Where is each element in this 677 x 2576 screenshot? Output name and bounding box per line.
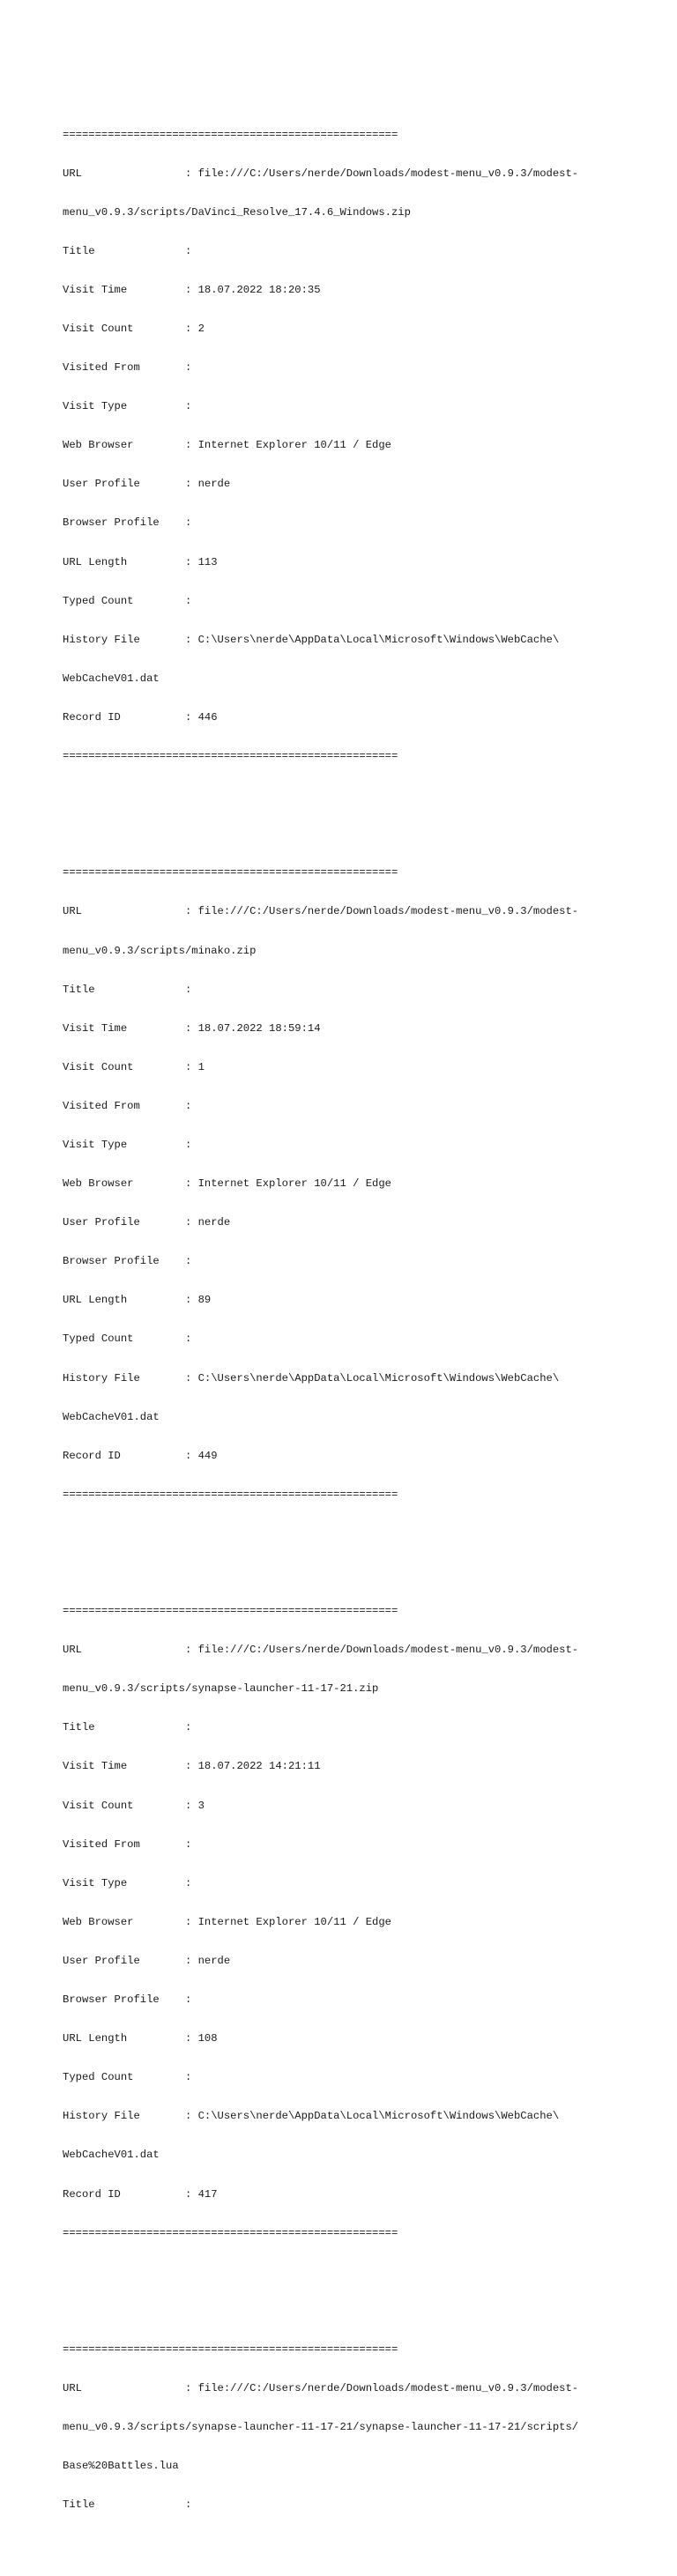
record-line-url-cont-2: Base%20Battles.lua [63, 2460, 179, 2473]
record-line-record-id: Record ID : 446 [63, 710, 218, 724]
record-line-title: Title : [63, 244, 192, 257]
record-line-web-browser: Web Browser : Internet Explorer 10/11 / Edge [63, 1915, 391, 1928]
record-line-title: Title : [63, 1721, 192, 1734]
record-line-title: Title : [63, 983, 192, 996]
history-record [63, 1579, 618, 2266]
record-line-record-id: Record ID : 417 [63, 2187, 218, 2201]
history-record [63, 841, 618, 1527]
record-line-visited-from: Visited From : [63, 361, 192, 375]
record-line-visit-time: Visit Time : 18.07.2022 18:59:14 [63, 1021, 321, 1035]
record-line-record-id: Record ID : 449 [63, 1449, 218, 1462]
record-line-visited-from: Visited From : [63, 1099, 192, 1112]
record-line-typed-count: Typed Count : [63, 2071, 192, 2084]
record-line-history-file-cont: WebCacheV01.dat [63, 1410, 160, 1423]
record-line-visit-time: Visit Time : 18.07.2022 14:21:11 [63, 1760, 321, 1773]
record-line-url-cont: menu_v0.9.3/scripts/DaVinci_Resolve_17.4.6_Windows.zip [63, 205, 411, 219]
record-line-user-profile: User Profile : nerde [63, 1954, 231, 1967]
history-record [63, 2318, 618, 2538]
record-line-url-length: URL Length : 108 [63, 2032, 218, 2045]
record-line-history-file-cont: WebCacheV01.dat [63, 2149, 160, 2162]
record-line-visit-count: Visit Count : 2 [63, 322, 205, 335]
record-line-visited-from: Visited From : [63, 1837, 192, 1851]
record-line-url-cont: menu_v0.9.3/scripts/minako.zip [63, 944, 257, 957]
record-line-visit-type: Visit Type : [63, 1876, 192, 1889]
record-line-visit-count: Visit Count : 1 [63, 1060, 205, 1073]
record-line-browser-profile: Browser Profile : [63, 516, 192, 530]
record-line-history-file-cont: WebCacheV01.dat [63, 672, 160, 685]
record-line-url-length: URL Length : 113 [63, 555, 218, 568]
record-line-url: URL : file:///C:/Users/nerde/Downloads/modest-menu_v0.9.3/modest- [63, 1644, 579, 1657]
history-record [63, 102, 618, 789]
record-separator-top: ==================================================== [63, 866, 398, 880]
record-line-user-profile: User Profile : nerde [63, 1216, 231, 1229]
record-line-title: Title : [63, 2498, 192, 2512]
record-line-url: URL : file:///C:/Users/nerde/Downloads/modest-menu_v0.9.3/modest- [63, 2382, 579, 2394]
record-line-visit-time: Visit Time : 18.07.2022 18:20:35 [63, 283, 321, 296]
record-separator-bottom: ==================================================== [63, 2226, 398, 2239]
record-separator-top: ==================================================== [63, 1605, 398, 1618]
record-line-user-profile: User Profile : nerde [63, 478, 231, 491]
record-line-url: URL : file:///C:/Users/nerde/Downloads/modest-menu_v0.9.3/modest- [63, 167, 579, 180]
record-line-history-file: History File : C:\Users\nerde\AppData\Local\Microsoft\Windows\WebCache\ [63, 633, 560, 646]
record-separator-top: ==================================================== [63, 2342, 398, 2356]
record-line-url: URL : file:///C:/Users/nerde/Downloads/modest-menu_v0.9.3/modest- [63, 905, 579, 918]
record-line-web-browser: Web Browser : Internet Explorer 10/11 / Edge [63, 439, 391, 452]
record-line-visit-count: Visit Count : 3 [63, 1799, 205, 1812]
record-line-typed-count: Typed Count : [63, 1333, 192, 1346]
record-line-visit-type: Visit Type : [63, 400, 192, 413]
history-report [63, 63, 618, 2576]
record-line-url-cont: menu_v0.9.3/scripts/synapse-launcher-11-17-21.zip [63, 1682, 379, 1696]
record-line-web-browser: Web Browser : Internet Explorer 10/11 / Edge [63, 1177, 391, 1191]
record-separator-bottom: ==================================================== [63, 750, 398, 763]
record-line-browser-profile: Browser Profile : [63, 1993, 192, 2007]
record-line-url-cont: menu_v0.9.3/scripts/synapse-launcher-11-17-21/synapse-launcher-11-17-21/scripts/ [63, 2421, 579, 2434]
record-line-url-length: URL Length : 89 [63, 1294, 212, 1307]
record-line-browser-profile: Browser Profile : [63, 1255, 192, 1268]
record-separator-top: ==================================================== [63, 128, 398, 141]
record-line-typed-count: Typed Count : [63, 594, 192, 607]
record-line-history-file: History File : C:\Users\nerde\AppData\Local\Microsoft\Windows\WebCache\ [63, 1371, 560, 1385]
record-line-history-file: History File : C:\Users\nerde\AppData\Local\Microsoft\Windows\WebCache\ [63, 2110, 560, 2123]
record-line-visit-type: Visit Type : [63, 1138, 192, 1151]
record-separator-bottom: ==================================================== [63, 1488, 398, 1501]
